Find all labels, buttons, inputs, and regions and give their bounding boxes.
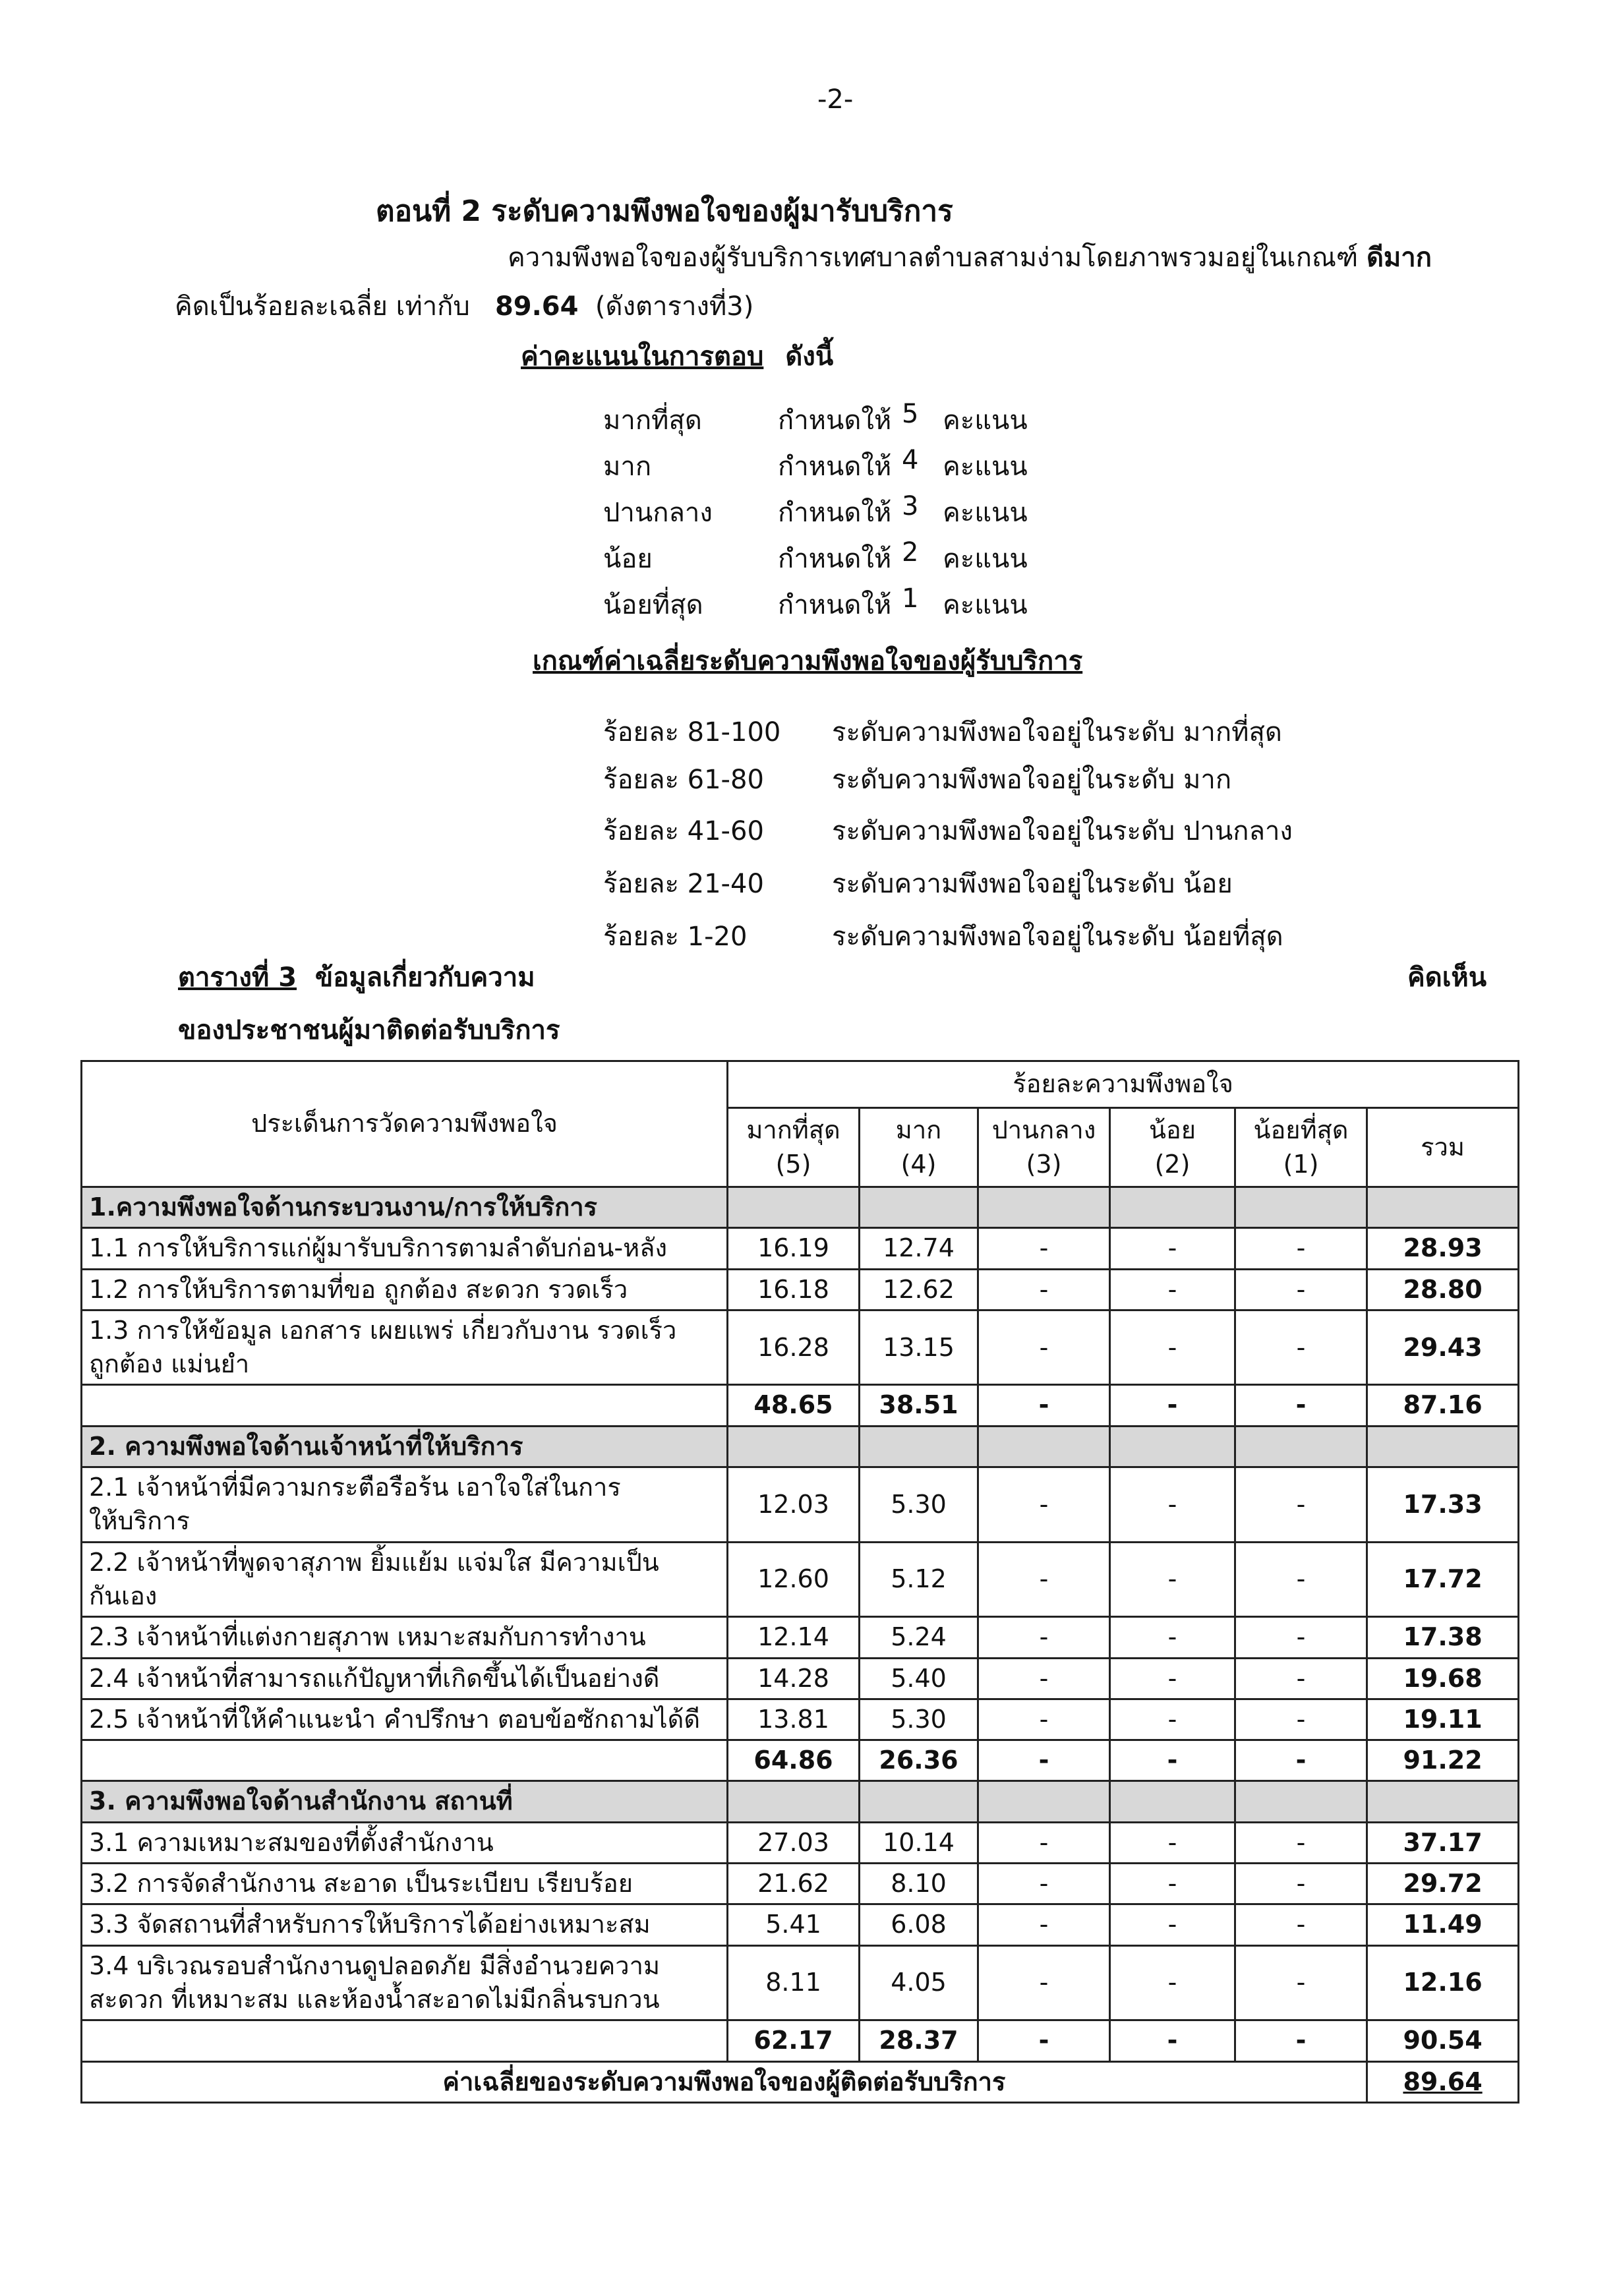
total-cell: 28.93 xyxy=(1367,1228,1519,1269)
scoring-assign: กำหนดให้ xyxy=(778,452,892,482)
table-caption xyxy=(178,956,535,998)
value-cell: 12.62 xyxy=(860,1269,978,1310)
scoring-level: ปานกลาง xyxy=(603,498,713,528)
criteria-desc: ระดับความพึงพอใจอยู่ในระดับ น้อย xyxy=(832,869,1233,899)
item-line-1: 3.1 ความเหมาะสมของที่ตั้งสำนักงาน xyxy=(89,1827,494,1857)
section-blank-cell xyxy=(978,1187,1110,1228)
table-caption-line2: ของประชาชนผู้มาติดต่อรับบริการ xyxy=(178,1015,560,1045)
criteria-range: ร้อยละ 21-40 xyxy=(603,869,764,899)
criteria-desc: ระดับความพึงพอใจอยู่ในระดับ ปานกลาง xyxy=(832,816,1293,846)
value-cell: 5.12 xyxy=(860,1542,978,1617)
intro-value: 89.64 xyxy=(494,291,579,322)
scoring-level: น้อยที่สุด xyxy=(603,590,703,620)
section-title: 3. ความพึงพอใจด้านสำนักงาน สถานที่ xyxy=(82,1781,728,1822)
value-cell: - xyxy=(1110,1310,1235,1385)
item-label xyxy=(82,1945,728,2020)
table-row xyxy=(82,1699,1519,1740)
value-cell: - xyxy=(978,1617,1110,1658)
table-caption-text: ข้อมูลเกี่ยวกับความ xyxy=(314,962,535,993)
header-col-label: มากที่สุด xyxy=(746,1115,840,1145)
value-cell: - xyxy=(1110,1904,1235,1945)
item-line-1: 2.3 เจ้าหน้าที่แต่งกายสุภาพ เหมาะสมกับการทำงาน xyxy=(89,1622,646,1652)
value-cell: - xyxy=(1110,1617,1235,1658)
scoring-heading-text: ค่าคะแนนในการตอบ xyxy=(521,341,764,372)
value-cell: - xyxy=(1235,1269,1367,1310)
item-label xyxy=(82,1310,728,1385)
item-line-2: สะดวก ที่เหมาะสม และห้องน้ำสะอาดไม่มีกลิ่นรบกวน xyxy=(89,1984,660,2014)
value-cell: 14.28 xyxy=(728,1658,860,1699)
header-col-label: น้อยที่สุด xyxy=(1253,1115,1349,1145)
header-total: รวม xyxy=(1367,1108,1519,1187)
value-cell: 5.30 xyxy=(860,1467,978,1543)
item-line-1: 1.3 การให้ข้อมูล เอกสาร เผยแพร่ เกี่ยวกับงาน รวดเร็ว xyxy=(89,1315,677,1345)
scoring-score: 4 xyxy=(902,445,919,475)
intro-ref: (ดังตารางที่3) xyxy=(595,291,754,322)
scoring-level: มาก xyxy=(603,452,652,482)
scoring-unit: คะแนน xyxy=(943,544,1028,574)
value-cell: 12.03 xyxy=(728,1467,860,1543)
value-cell: - xyxy=(1235,1945,1367,2020)
intro-level: ดีมาก xyxy=(1366,243,1432,273)
item-label xyxy=(82,1542,728,1617)
criteria-row xyxy=(0,711,1619,750)
item-line-1: 2.1 เจ้าหน้าที่มีความกระตือรือร้น เอาใจใส่ในการ xyxy=(89,1473,621,1502)
scoring-assign: กำหนดให้ xyxy=(778,544,892,574)
value-cell: - xyxy=(1235,1617,1367,1658)
value-cell: - xyxy=(1110,1542,1235,1617)
section-blank-cell xyxy=(1367,1781,1519,1822)
table-row xyxy=(82,1617,1519,1658)
value-cell: - xyxy=(1235,1822,1367,1863)
item-line-1: 2.5 เจ้าหน้าที่ให้คำแนะนำ คำปรึกษา ตอบข้อซักถามได้ดี xyxy=(89,1704,700,1734)
header-group: ร้อยละความพึงพอใจ xyxy=(728,1061,1519,1108)
section-blank-cell xyxy=(860,1781,978,1822)
section-blank-cell xyxy=(728,1187,860,1228)
criteria-row xyxy=(0,809,1619,849)
table-caption-right: คิดเห็น xyxy=(1407,962,1487,993)
subtotal-label xyxy=(82,2020,728,2061)
total-cell: 17.38 xyxy=(1367,1617,1519,1658)
value-cell: 12.74 xyxy=(860,1228,978,1269)
section-blank-cell xyxy=(1110,1187,1235,1228)
total-cell: 12.16 xyxy=(1367,1945,1519,2020)
section-blank-cell xyxy=(1110,1426,1235,1467)
value-cell: 16.28 xyxy=(728,1310,860,1385)
total-cell: 37.17 xyxy=(1367,1822,1519,1863)
table-row xyxy=(82,1658,1519,1699)
table-row xyxy=(82,1945,1519,2020)
total-cell: 19.11 xyxy=(1367,1699,1519,1740)
header-col-score: (4) xyxy=(900,1149,937,1179)
subtotal-total: 90.54 xyxy=(1367,2020,1519,2061)
scoring-assign: กำหนดให้ xyxy=(778,405,892,436)
scoring-score: 1 xyxy=(902,583,919,614)
total-cell: 29.43 xyxy=(1367,1310,1519,1385)
item-line-1: 3.4 บริเวณรอบสำนักงานดูปลอดภัย มีสิ่งอำนวยความ xyxy=(89,1951,661,1980)
subtotal-value: - xyxy=(978,1740,1110,1781)
item-label xyxy=(82,1269,728,1310)
section-blank-cell xyxy=(978,1426,1110,1467)
total-cell: 17.72 xyxy=(1367,1542,1519,1617)
subtotal-value: 28.37 xyxy=(860,2020,978,2061)
table-row xyxy=(82,1310,1519,1385)
item-label xyxy=(82,1864,728,1904)
value-cell: - xyxy=(1110,1699,1235,1740)
criteria-row xyxy=(0,862,1619,902)
subtotal-row xyxy=(82,2020,1519,2061)
intro-text-2: คิดเป็นร้อยละเฉลี่ย เท่ากับ xyxy=(175,291,470,322)
table-row xyxy=(82,1228,1519,1269)
subtotal-value: - xyxy=(1235,1385,1367,1426)
subtotal-total: 91.22 xyxy=(1367,1740,1519,1781)
value-cell: - xyxy=(1235,1228,1367,1269)
total-cell: 17.33 xyxy=(1367,1467,1519,1543)
section-title: 1.ความพึงพอใจด้านกระบวนงาน/การให้บริการ xyxy=(82,1187,728,1228)
value-cell: - xyxy=(1235,1658,1367,1699)
scoring-level: มากที่สุด xyxy=(603,405,702,436)
value-cell: 13.15 xyxy=(860,1310,978,1385)
scoring-row xyxy=(0,583,1619,623)
value-cell: 8.10 xyxy=(860,1864,978,1904)
header-col-score: (2) xyxy=(1154,1149,1191,1179)
value-cell: - xyxy=(1235,1864,1367,1904)
value-cell: 5.40 xyxy=(860,1658,978,1699)
subtotal-total: 87.16 xyxy=(1367,1385,1519,1426)
scoring-unit: คะแนน xyxy=(943,405,1028,436)
criteria-range: ร้อยละ 81-100 xyxy=(603,717,781,748)
item-label xyxy=(82,1467,728,1543)
value-cell: - xyxy=(1235,1904,1367,1945)
scoring-score: 2 xyxy=(902,537,919,568)
header-col-label: ปานกลาง xyxy=(991,1115,1096,1145)
subtotal-label xyxy=(82,1385,728,1426)
subtotal-value: - xyxy=(1110,2020,1235,2061)
value-cell: - xyxy=(1235,1699,1367,1740)
value-cell: - xyxy=(978,1658,1110,1699)
value-cell: - xyxy=(978,1310,1110,1385)
scoring-row xyxy=(0,399,1619,438)
value-cell: - xyxy=(1110,1228,1235,1269)
grand-total-row xyxy=(82,2061,1519,2102)
section-blank-cell xyxy=(978,1781,1110,1822)
criteria-range: ร้อยละ 41-60 xyxy=(603,816,764,846)
total-cell: 11.49 xyxy=(1367,1904,1519,1945)
scoring-unit: คะแนน xyxy=(943,498,1028,528)
scoring-assign: กำหนดให้ xyxy=(778,590,892,620)
section-row xyxy=(82,1187,1519,1228)
value-cell: - xyxy=(1235,1542,1367,1617)
item-label xyxy=(82,1658,728,1699)
header-col xyxy=(978,1108,1110,1187)
section-blank-cell xyxy=(1235,1426,1367,1467)
scoring-score: 3 xyxy=(902,491,919,521)
item-label xyxy=(82,1699,728,1740)
header-col-label: มาก xyxy=(895,1115,942,1145)
table-row xyxy=(82,1467,1519,1543)
value-cell: - xyxy=(978,1864,1110,1904)
header-col-label: น้อย xyxy=(1148,1115,1196,1145)
header-issue: ประเด็นการวัดความพึงพอใจ xyxy=(82,1061,728,1187)
table-row xyxy=(82,1542,1519,1617)
value-cell: - xyxy=(978,1822,1110,1863)
value-cell: 5.24 xyxy=(860,1617,978,1658)
subtotal-value: - xyxy=(1235,2020,1367,2061)
section-title: ตอนที่ 2 ระดับความพึงพอใจของผู้มารับบริการ xyxy=(376,194,953,228)
section-blank-cell xyxy=(728,1426,860,1467)
section-blank-cell xyxy=(1367,1187,1519,1228)
table-row xyxy=(82,1864,1519,1904)
subtotal-row xyxy=(82,1740,1519,1781)
item-line-2: ให้บริการ xyxy=(89,1506,190,1536)
value-cell: 12.60 xyxy=(728,1542,860,1617)
header-col xyxy=(860,1108,978,1187)
value-cell: - xyxy=(978,1945,1110,2020)
item-line-1: 2.4 เจ้าหน้าที่สามารถแก้ปัญหาที่เกิดขึ้นได้เป็นอย่างดี xyxy=(89,1663,660,1693)
scoring-row xyxy=(0,537,1619,577)
subtotal-value: 38.51 xyxy=(860,1385,978,1426)
item-label xyxy=(82,1904,728,1945)
value-cell: 5.41 xyxy=(728,1904,860,1945)
criteria-heading: เกณฑ์ค่าเฉลี่ยระดับความพึงพอใจของผู้รับบริการ xyxy=(533,646,1083,676)
item-line-1: 2.2 เจ้าหน้าที่พูดจาสุภาพ ยิ้มแย้ม แจ่มใส มีความเป็นกันเอง xyxy=(89,1547,659,1610)
item-line-1: 3.2 การจัดสำนักงาน สะอาด เป็นระเบียบ เรียบร้อย xyxy=(89,1869,633,1899)
value-cell: 13.81 xyxy=(728,1699,860,1740)
table-header-row xyxy=(82,1061,1519,1108)
subtotal-label xyxy=(82,1740,728,1781)
item-line-2: ถูกต้อง แม่นยำ xyxy=(89,1349,250,1379)
subtotal-value: 64.86 xyxy=(728,1740,860,1781)
subtotal-value: - xyxy=(1235,1740,1367,1781)
value-cell: 27.03 xyxy=(728,1822,860,1863)
table-caption-label: ตารางที่ 3 xyxy=(178,962,297,993)
value-cell: - xyxy=(1110,1864,1235,1904)
value-cell: 16.18 xyxy=(728,1269,860,1310)
subtotal-value: 62.17 xyxy=(728,2020,860,2061)
section-row xyxy=(82,1426,1519,1467)
page-number: -2- xyxy=(817,84,854,115)
scoring-row xyxy=(0,445,1619,485)
scoring-level: น้อย xyxy=(603,544,653,574)
subtotal-row xyxy=(82,1385,1519,1426)
scoring-unit: คะแนน xyxy=(943,452,1028,482)
value-cell: - xyxy=(1110,1945,1235,2020)
value-cell: - xyxy=(978,1228,1110,1269)
criteria-row xyxy=(0,915,1619,955)
scoring-heading-suffix: ดังนี้ xyxy=(785,341,834,372)
header-col-score: (5) xyxy=(775,1149,811,1179)
grand-total-value: 89.64 xyxy=(1367,2061,1519,2102)
value-cell: 12.14 xyxy=(728,1617,860,1658)
item-label xyxy=(82,1228,728,1269)
value-cell: 5.30 xyxy=(860,1699,978,1740)
item-line-1: 3.3 จัดสถานที่สำหรับการให้บริการได้อย่างเหมาะสม xyxy=(89,1910,651,1939)
section-row xyxy=(82,1781,1519,1822)
scoring-row xyxy=(0,491,1619,531)
section-blank-cell xyxy=(1235,1781,1367,1822)
section-blank-cell xyxy=(1235,1187,1367,1228)
criteria-desc: ระดับความพึงพอใจอยู่ในระดับ มาก xyxy=(832,765,1232,795)
item-line-1: 1.1 การให้บริการแก่ผู้มารับบริการตามลำดับก่อน-หลัง xyxy=(89,1233,668,1263)
header-col xyxy=(728,1108,860,1187)
section-blank-cell xyxy=(860,1187,978,1228)
value-cell: - xyxy=(978,1699,1110,1740)
value-cell: - xyxy=(978,1269,1110,1310)
value-cell: 6.08 xyxy=(860,1904,978,1945)
value-cell: - xyxy=(978,1904,1110,1945)
total-cell: 19.68 xyxy=(1367,1658,1519,1699)
section-blank-cell xyxy=(728,1781,860,1822)
grand-total-label: ค่าเฉลี่ยของระดับความพึงพอใจของผู้ติดต่อรับบริการ xyxy=(82,2061,1367,2102)
table-row xyxy=(82,1822,1519,1863)
criteria-row xyxy=(0,758,1619,798)
total-cell: 28.80 xyxy=(1367,1269,1519,1310)
value-cell: 21.62 xyxy=(728,1864,860,1904)
item-label xyxy=(82,1822,728,1863)
subtotal-value: - xyxy=(1110,1740,1235,1781)
value-cell: 4.05 xyxy=(860,1945,978,2020)
value-cell: - xyxy=(1235,1310,1367,1385)
section-blank-cell xyxy=(1110,1781,1235,1822)
header-col-score: (1) xyxy=(1283,1149,1319,1179)
scoring-unit: คะแนน xyxy=(943,590,1028,620)
intro-line-2 xyxy=(175,285,753,327)
table-row xyxy=(82,1269,1519,1310)
header-col-score: (3) xyxy=(1026,1149,1062,1179)
value-cell: - xyxy=(978,1542,1110,1617)
value-cell: - xyxy=(1110,1658,1235,1699)
value-cell: 10.14 xyxy=(860,1822,978,1863)
criteria-desc: ระดับความพึงพอใจอยู่ในระดับ มากที่สุด xyxy=(832,717,1282,748)
criteria-desc: ระดับความพึงพอใจอยู่ในระดับ น้อยที่สุด xyxy=(832,922,1283,952)
criteria-range: ร้อยละ 61-80 xyxy=(603,765,764,795)
scoring-score: 5 xyxy=(902,399,919,429)
value-cell: 16.19 xyxy=(728,1228,860,1269)
value-cell: - xyxy=(1110,1269,1235,1310)
value-cell: 8.11 xyxy=(728,1945,860,2020)
criteria-range: ร้อยละ 1-20 xyxy=(603,922,748,952)
header-col xyxy=(1110,1108,1235,1187)
value-cell: - xyxy=(1235,1467,1367,1543)
table-row xyxy=(82,1904,1519,1945)
item-line-1: 1.2 การให้บริการตามที่ขอ ถูกต้อง สะดวก รวดเร็ว xyxy=(89,1274,628,1304)
intro-text: ความพึงพอใจของผู้รับบริการเทศบาลตำบลสามง่ามโดยภาพรวมอยู่ในเกณฑ์ xyxy=(508,243,1359,273)
section-title: 2. ความพึงพอใจด้านเจ้าหน้าที่ให้บริการ xyxy=(82,1426,728,1467)
total-cell: 29.72 xyxy=(1367,1864,1519,1904)
subtotal-value: 48.65 xyxy=(728,1385,860,1426)
subtotal-value: - xyxy=(1110,1385,1235,1426)
subtotal-value: - xyxy=(978,2020,1110,2061)
value-cell: - xyxy=(978,1467,1110,1543)
section-blank-cell xyxy=(1367,1426,1519,1467)
subtotal-value: 26.36 xyxy=(860,1740,978,1781)
value-cell: - xyxy=(1110,1822,1235,1863)
satisfaction-table xyxy=(80,1060,1519,2104)
scoring-assign: กำหนดให้ xyxy=(778,498,892,528)
header-col xyxy=(1235,1108,1367,1187)
subtotal-value: - xyxy=(978,1385,1110,1426)
intro-line-1 xyxy=(508,236,1432,278)
section-blank-cell xyxy=(860,1426,978,1467)
scoring-heading xyxy=(521,335,833,377)
item-label xyxy=(82,1617,728,1658)
value-cell: - xyxy=(1110,1467,1235,1543)
